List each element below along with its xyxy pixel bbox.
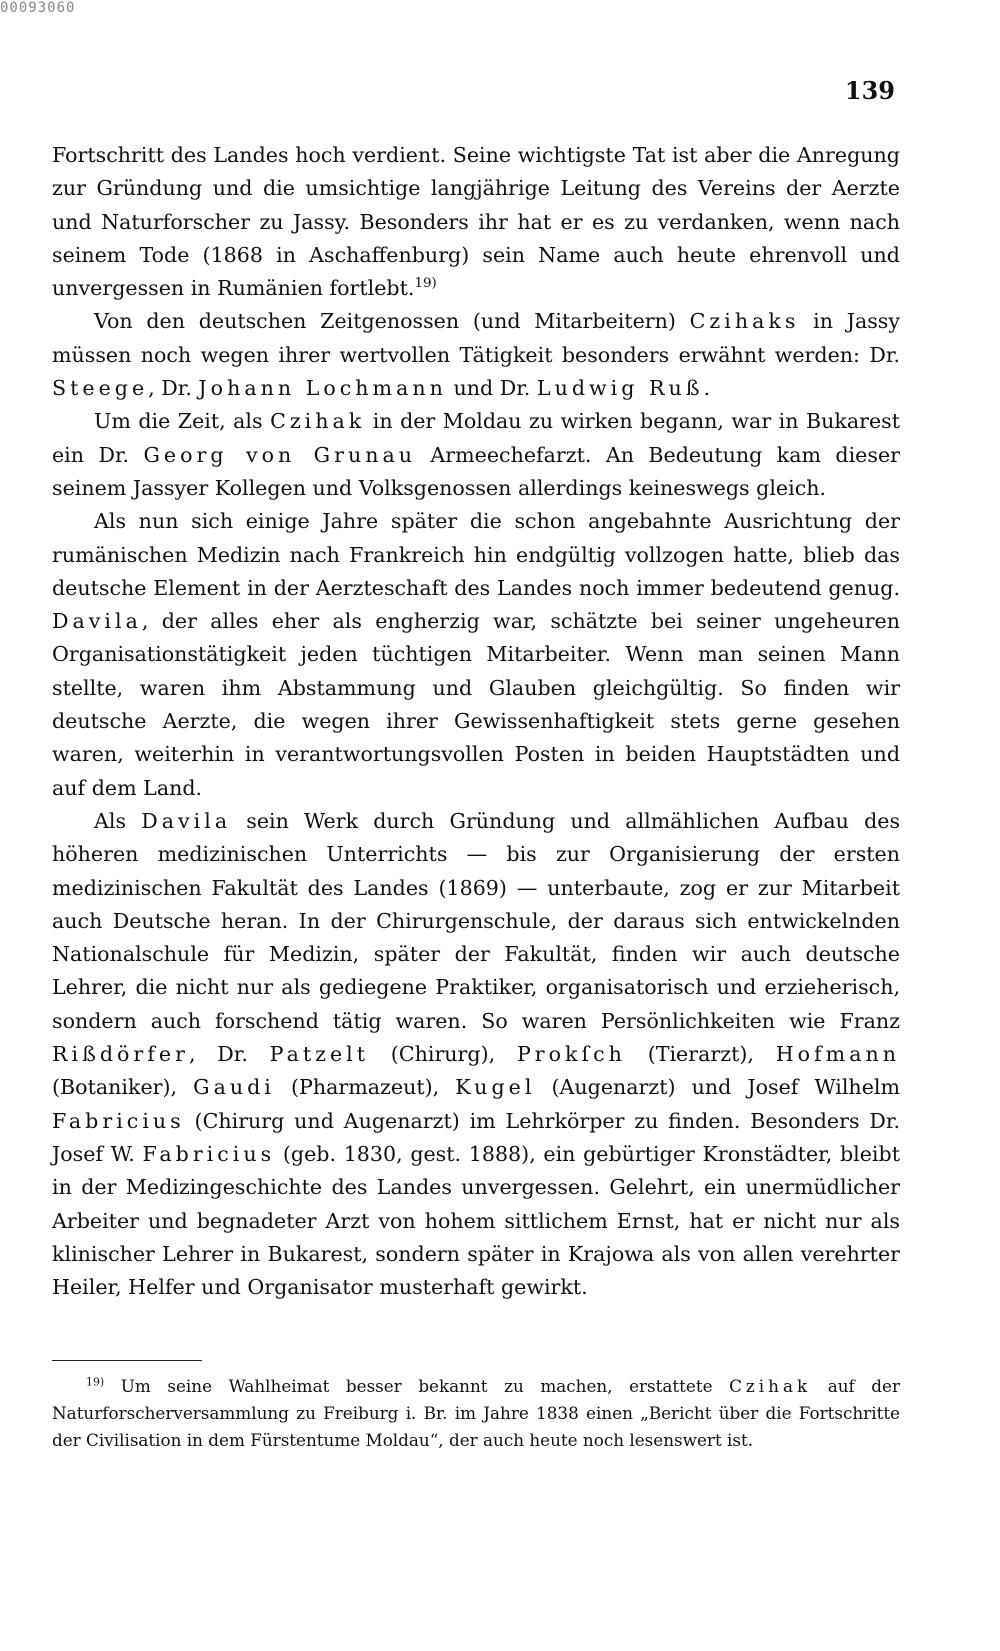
spaced-name: Davila [52,609,142,634]
spaced-name: Steege [52,376,149,401]
paragraph [52,405,900,505]
spaced-name: Fabricius [52,1108,185,1133]
paragraph [52,805,900,1304]
text-run: in Jassy müssen noch wegen ihrer wertvollen Tätigkeit besonders erwähnt werden: Dr. [52,309,900,367]
spaced-name: Hofmann [775,1042,900,1067]
text-run: (Augenarzt) und Josef Wilhelm [535,1075,900,1100]
text-run: Um die Zeit, als [94,409,271,434]
text-run: Um seine Wahlheimat besser bekannt zu machen, erstattete [104,1376,730,1396]
spaced-name: Davila [141,808,232,833]
page-number: 139 [844,76,895,105]
paragraph [52,305,900,405]
spaced-name: Georg von Grunau [143,442,417,467]
spaced-name: Czihaks [689,309,800,334]
text-run: , der alles eher als engherzig war, schätzte bei seiner ungeheuren Organisationstätigkeit jeden tüchtigen Mitarbeiter. Wenn man seinen Mann stellte, waren ihm Abstammung und Glauben gleichgültig. So finden wir deutsche Aerzte, die wegen ihrer Gewissenhaftigkeit stets gerne gesehen waren, weiterhin in verantwortungsvollen Posten in beiden Hauptstädten und auf dem Land. [52,609,900,800]
text-run: Fortschritt des Landes hoch verdient. Seine wichtigste Tat ist aber die Anregung zur Gründung und die umsichtige langjährige Leitung des Vereins der Aerzte und Naturforscher zu Jassy. Besonders ihr hat er es zu verdanken, wenn nach seinem Tode (1868 in Aschaffenburg) sein Name auch heute ehrenvoll und unvergessen in Rumänien fortlebt. [52,143,900,301]
text-run: in der Moldau zu wirken begann, war in Bukarest ein Dr. [52,409,900,467]
text-run: (Chirurg und Augenarzt) im Lehrkörper zu finden. Besonders Dr. Josef W. [52,1108,900,1166]
text-run: Als nun sich einige Jahre später die schon angebahnte Ausrichtung der rumänischen Medizin nach Frankreich hin endgültig vollzogen hatte, blieb das deutsche Element in der Aerzteschaft des Landes noch immer bedeutend genug. [52,509,900,600]
spaced-name: Ludwig Ruß [536,376,704,401]
text-run: (Chirurg), [369,1042,517,1067]
footnote-marker: 19) [86,1375,105,1389]
spaced-name: Czihak [729,1376,812,1396]
spaced-name: Johann Lochmann [198,376,447,401]
text-run: Als [94,808,142,833]
body-text [52,139,900,1304]
scan-label: 00093060 [0,0,76,16]
text-run: (Pharmazeut), [274,1075,456,1100]
spaced-name: Fabricius [142,1141,276,1166]
text-run: . [703,376,711,401]
paragraph [52,139,900,305]
spaced-name: Prokſch [516,1042,626,1067]
footnote-divider [52,1360,202,1361]
spaced-name: Patzelt [269,1042,370,1067]
paragraph [52,505,900,805]
footnotes [52,1373,900,1454]
text-run: und Dr. [446,376,537,401]
text-run: (Tierarzt), [625,1042,776,1067]
text-run: (geb. 1830, gest. 1888), ein gebürtiger Kronstädter, bleibt in der Medizingeschichte des Landes unvergessen. Gelehrt, ein unermüdlicher Arbeiter und begnadeter Arzt von hohem sittlichem Ernst, hat er nicht nur als klinischer Lehrer in Bukarest, sondern später in Krajowa als von allen verehrter Heiler, Helfer und Organisator musterhaft gewirkt. [52,1141,900,1300]
text-run: auf der Naturforscherversammlung zu Freiburg i. Br. im Jahre 1838 einen „Bericht über die Fortschritte der Civilisation in dem Fürstentume Moldau“, der auch heute noch lesenswert ist. [52,1376,900,1450]
text-run: Von den deutschen Zeitgenossen (und Mitarbeitern) [94,309,690,334]
spaced-name: Gaudi [193,1075,275,1100]
footnote-marker: 19) [414,276,437,292]
spaced-name: Czihak [270,409,366,434]
text-run: , Dr. [148,376,199,401]
text-run: , Dr. [188,1042,270,1067]
spaced-name: Rißdörfer [52,1042,189,1067]
text-run: Armeechefarzt. An Bedeutung kam dieser seinem Jassyer Kollegen und Volksgenossen allerdings keineswegs gleich. [52,442,900,500]
spaced-name: Kugel [455,1075,536,1100]
text-run: (Botaniker), [52,1075,194,1100]
text-run: sein Werk durch Gründung und allmählichen Aufbau des höheren medizinischen Unterrichts — bis zur Organisierung der ersten medizinischen Fakultät des Landes (1869) — unterbaute, zog er zur Mitarbeit auch Deutsche heran. In der Chirurgenschule, der daraus sich entwickelnden Nationalschule für Medizin, später der Fakultät, finden wir auch deutsche Lehrer, die nicht nur als gediegene Praktiker, organisatorisch und erzieherisch, sondern auch forschend tätig waren. So waren Persönlichkeiten wie Franz [52,808,901,1033]
footnote [52,1373,900,1454]
